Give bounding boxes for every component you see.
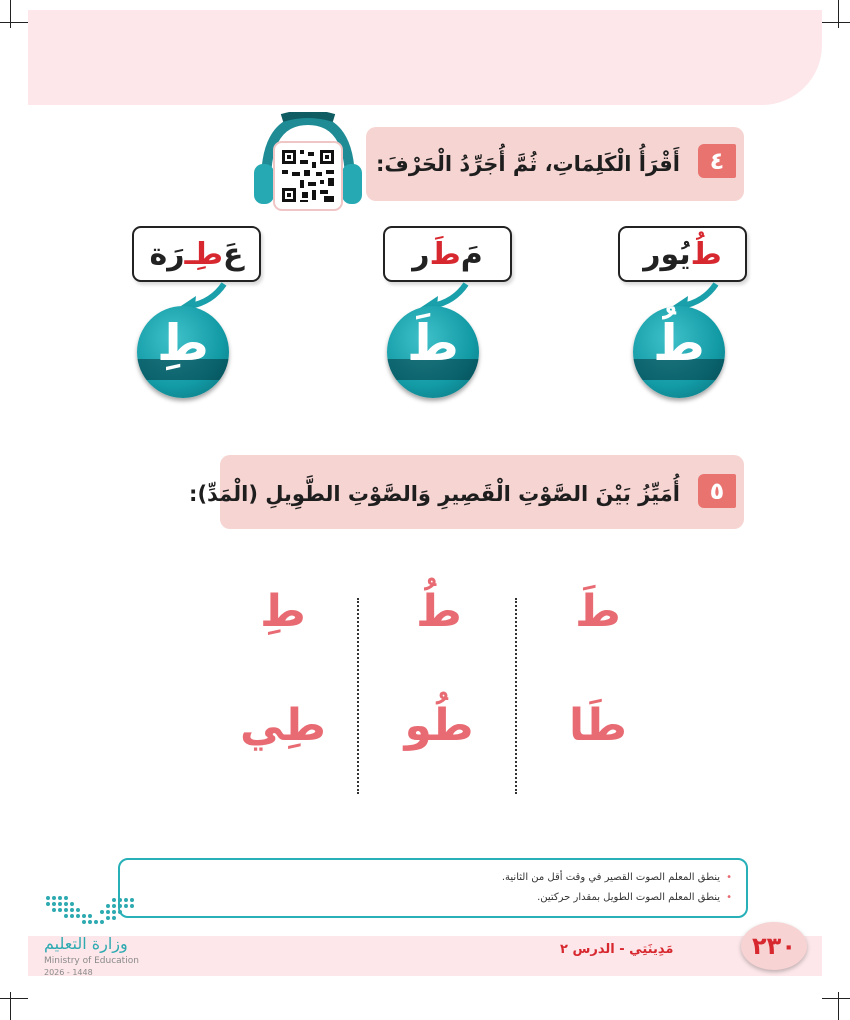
- letter-circle-1: [633, 306, 725, 398]
- headphones-qr-icon[interactable]: [252, 112, 364, 212]
- teacher-note-1-text: ينطق المعلم الصوت القصير في وقت أقل من الثانية.: [501, 872, 721, 883]
- footer-band: [28, 936, 822, 976]
- short-vowel-3: طِ: [260, 586, 306, 637]
- word-1-letter: طُ: [690, 236, 722, 272]
- exercise-4-number: ٤: [698, 144, 736, 178]
- crop-mark: [838, 992, 839, 1020]
- crop-mark: [822, 22, 850, 23]
- ministry-name-en: Ministry of Education: [44, 956, 139, 966]
- teacher-note-box: [118, 858, 748, 918]
- word-3-letter: طِـ: [184, 236, 223, 272]
- exercise-5-number: ٥: [698, 474, 736, 508]
- word-3-after: رَة: [149, 236, 185, 272]
- crop-mark: [10, 992, 11, 1020]
- letter-circle-3-text: طِ: [157, 314, 209, 372]
- teacher-note-2: •ينطق المعلم الصوت الطويل بمقدار حركتين.: [537, 892, 732, 903]
- dotted-divider: [515, 598, 517, 794]
- word-box-3: [132, 226, 261, 282]
- word-2-before: مَ: [460, 236, 483, 272]
- crop-mark: [0, 22, 28, 23]
- header-band: [28, 10, 822, 105]
- crop-mark: [822, 998, 850, 999]
- word-3-before: عَ: [223, 236, 244, 272]
- long-vowel-3: طِي: [240, 700, 326, 751]
- word-2-after: ر: [412, 236, 430, 272]
- lesson-title: مَدِينَتِي - الدرس ٢: [560, 942, 674, 957]
- letter-circle-3: [137, 306, 229, 398]
- crop-mark: [0, 998, 28, 999]
- teacher-note-2-text: ينطق المعلم الصوت الطويل بمقدار حركتين.: [537, 892, 721, 903]
- word-1-after: يُور: [643, 236, 691, 272]
- long-vowel-1: طَا: [569, 700, 627, 751]
- letter-circle-2-text: طَ: [407, 314, 459, 372]
- long-vowel-2: طُو: [404, 700, 474, 751]
- word-2-letter: طَ: [429, 236, 461, 272]
- letter-circle-1-text: طُ: [653, 314, 705, 372]
- dotted-divider: [357, 598, 359, 794]
- short-vowel-2: طُ: [416, 586, 462, 637]
- exercise-4-instruction: أَقْرَأُ الْكَلِمَاتِ، ثُمَّ أُجَرِّدُ الْحَرْفَ:: [376, 152, 680, 176]
- exercise-5-instruction: أُمَيِّزُ بَيْنَ الصَّوْتِ الْقَصِيرِ وَالصَّوْتِ الطَّوِيلِ (الْمَدِّ):: [189, 482, 680, 506]
- page-number: ٢٣٠: [741, 922, 807, 970]
- ministry-year: 2026 - 1448: [44, 968, 93, 977]
- letter-circle-2: [387, 306, 479, 398]
- crop-mark: [10, 0, 11, 28]
- ministry-logo-icon: [44, 894, 144, 930]
- ministry-name-ar: وزارة التعليم: [44, 934, 128, 953]
- short-vowel-1: طَ: [575, 586, 621, 637]
- word-box-1: [618, 226, 747, 282]
- teacher-note-1: •ينطق المعلم الصوت القصير في وقت أقل من الثانية.: [501, 872, 732, 883]
- word-box-2: [383, 226, 512, 282]
- crop-mark: [838, 0, 839, 28]
